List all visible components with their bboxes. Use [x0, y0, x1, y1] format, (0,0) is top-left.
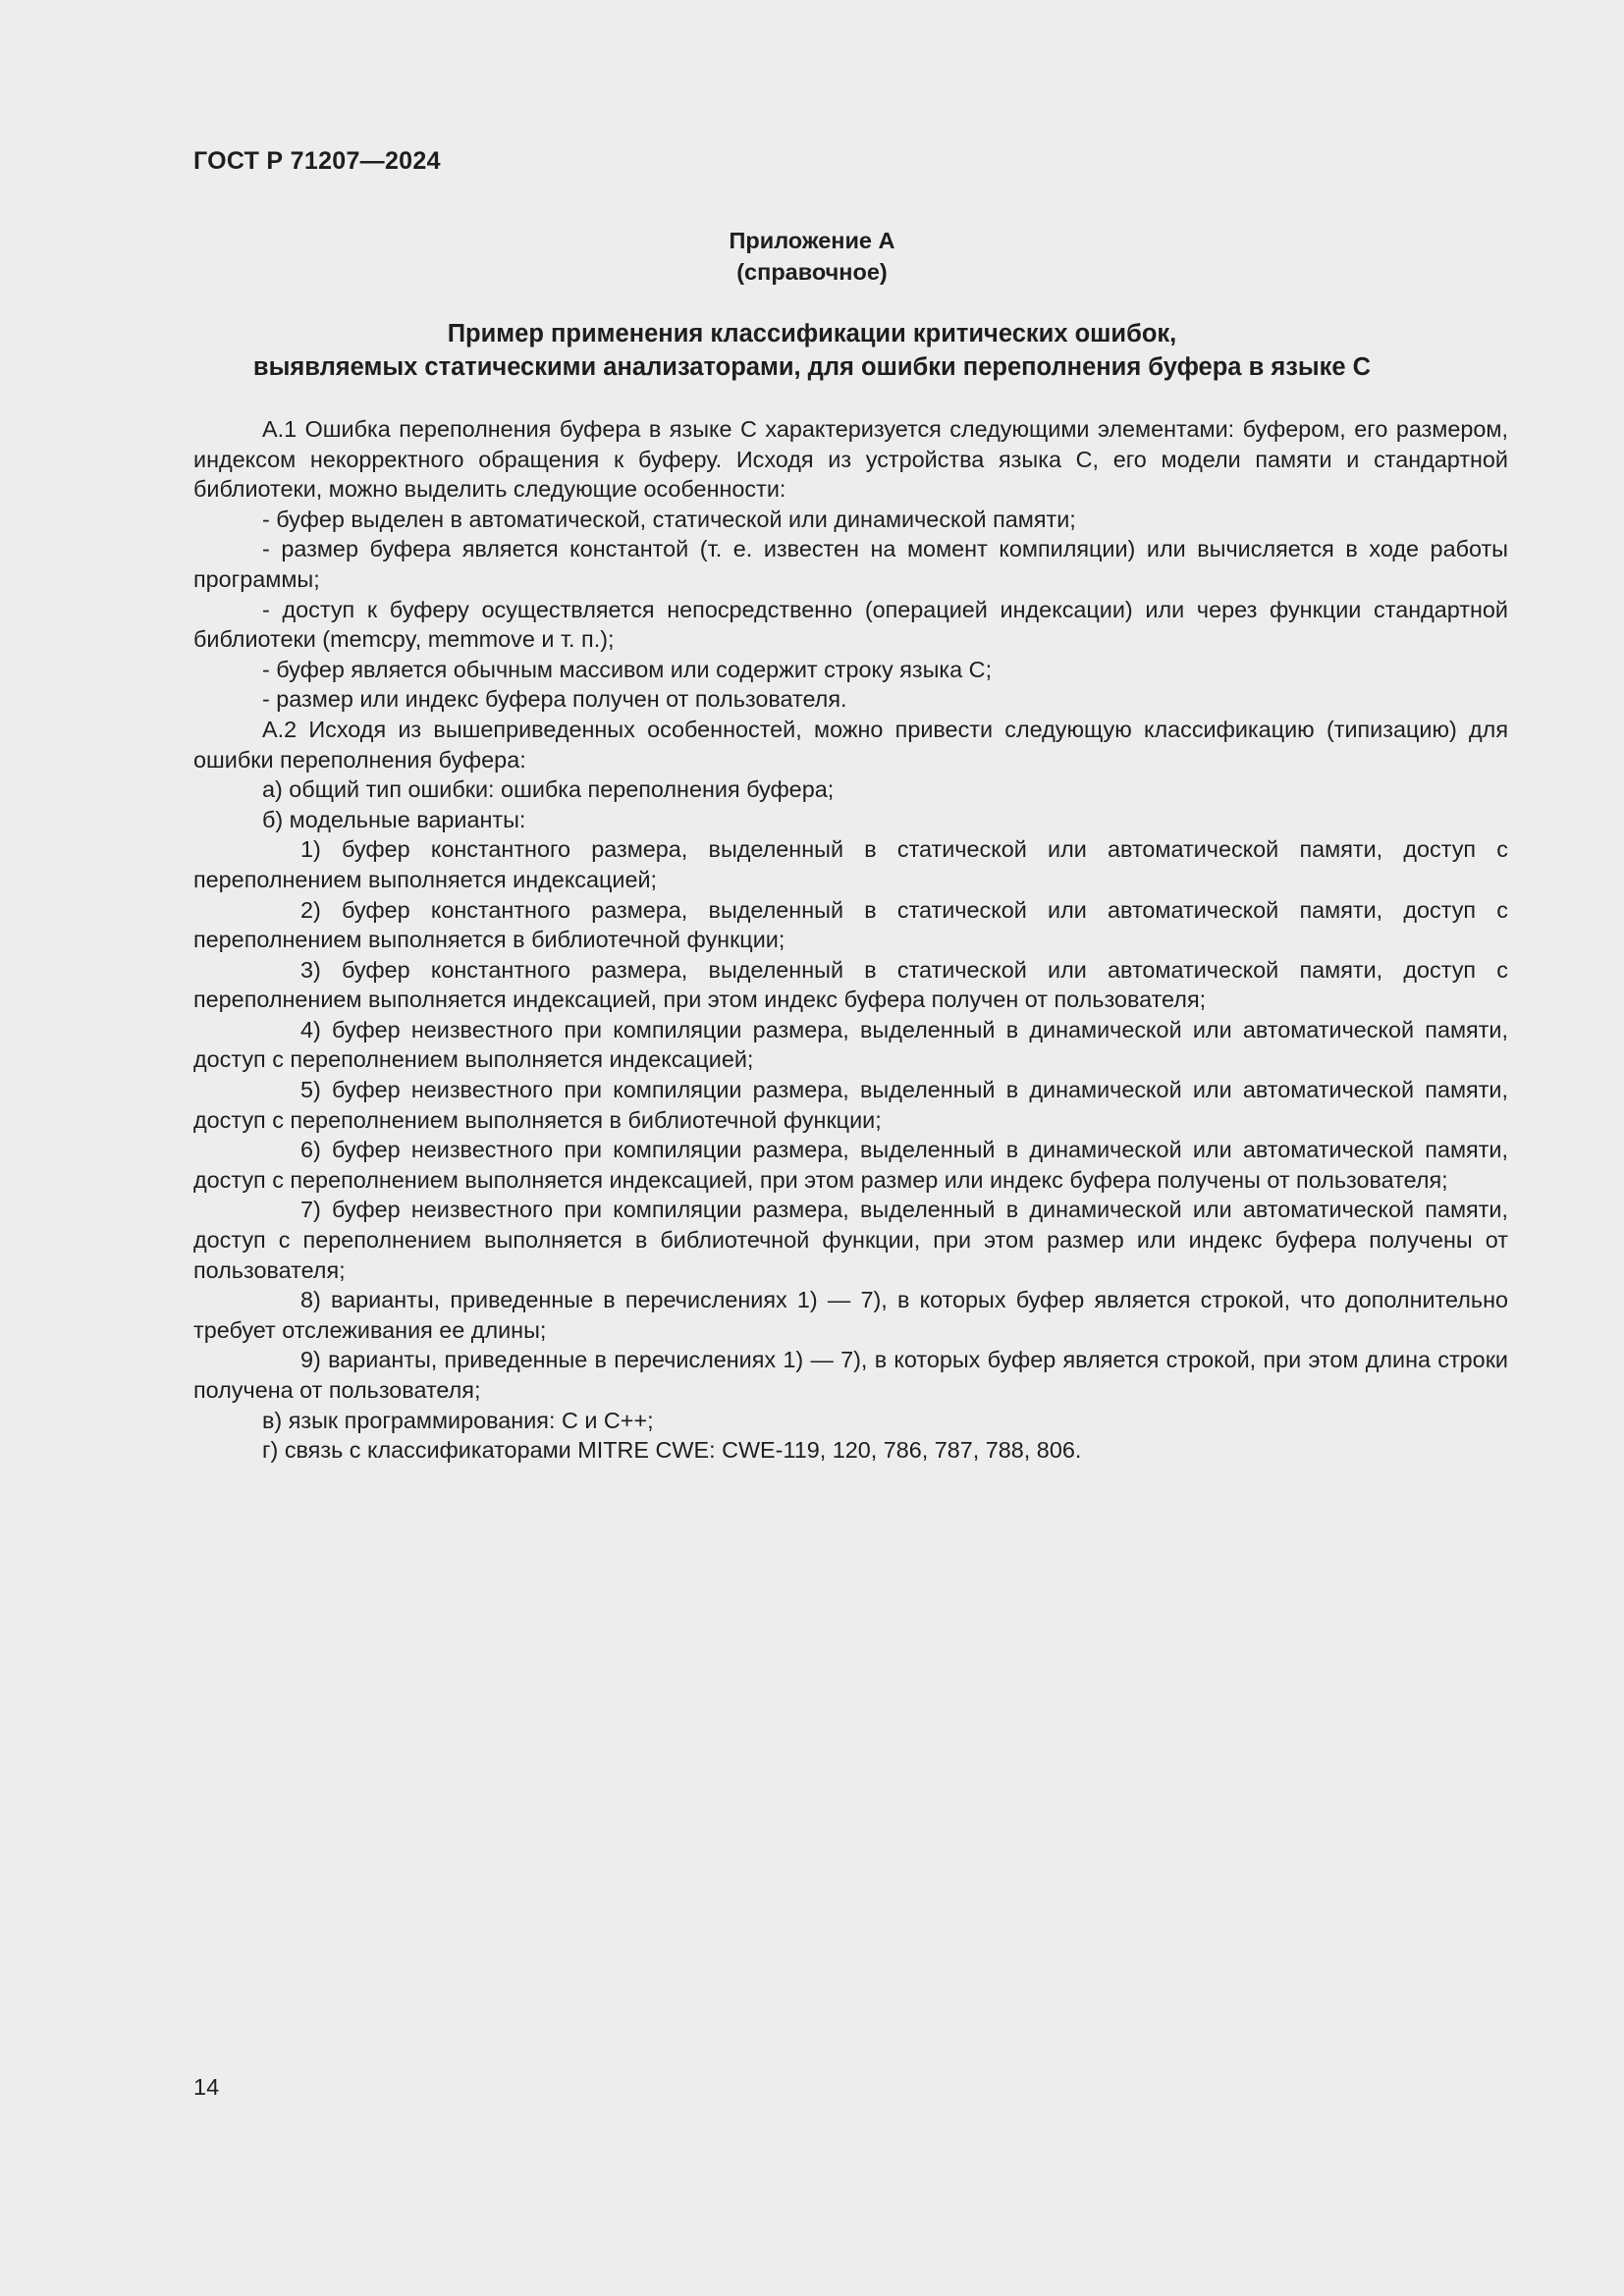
list-item-letter: б) модельные варианты: — [262, 806, 526, 832]
list-item-letter: а) общий тип ошибки: ошибка переполнения буфера; — [262, 776, 835, 803]
document-header: ГОСТ Р 71207—2024 — [193, 147, 441, 175]
appendix-type: (справочное) — [736, 259, 888, 285]
list-item-numbered: 3) буфер константного размера, выделенный в статической или автоматической памяти, доступ с переполнением выполняется индексацией, при этом индекс буфера получен от пользователя; — [193, 956, 1508, 1013]
list-item-numbered: 2) буфер константного размера, выделенный в статической или автоматической памяти, доступ с переполнением выполняется в библиотечной функции; — [193, 896, 1508, 953]
paragraph-a1: А.1 Ошибка переполнения буфера в языке С характеризуется следующими элементами: буфером, его размером, индексом некорректного обращения к буферу. Исходя из устройства языка С, его модели памяти и стандартной библиотеки, можно выделить следующие особенности: — [193, 416, 1508, 503]
list-item-numbered: 7) буфер неизвестного при компиляции размера, выделенный в динамической или автоматической памяти, доступ с переполнением выполняется в библиотечной функции, при этом размер или индекс буфера получены от пользователя; — [193, 1197, 1508, 1283]
appendix-label: Приложение А — [729, 228, 895, 253]
appendix-heading — [0, 225, 1624, 288]
list-item-numbered: 5) буфер неизвестного при компиляции размера, выделенный в динамической или автоматической памяти, доступ с переполнением выполняется в библиотечной функции; — [193, 1077, 1508, 1133]
appendix-title — [0, 317, 1624, 384]
title-line-1: Пример применения классификации критических ошибок, — [447, 320, 1177, 347]
list-item-numbered: 6) буфер неизвестного при компиляции размера, выделенный в динамической или автоматической памяти, доступ с переполнением выполняется индексацией, при этом размер или индекс буфера получены от пользователя; — [193, 1137, 1508, 1193]
list-item-dash: - размер буфера является константой (т. е. известен на момент компиляции) или вычисляется в ходе работы программы; — [193, 536, 1508, 592]
body-text — [193, 414, 1508, 1466]
list-item-letter: в) язык программирования: С и С++; — [262, 1407, 654, 1433]
list-item-dash: - буфер выделен в автоматической, статической или динамической памяти; — [262, 506, 1076, 532]
list-item-numbered: 8) варианты, приведенные в перечислениях 1) — 7), в которых буфер является строкой, что дополнительно требует отслеживания ее длины; — [193, 1287, 1508, 1343]
title-line-2: выявляемых статическими анализаторами, для ошибки переполнения буфера в языке С — [252, 353, 1372, 381]
list-item-dash: - буфер является обычным массивом или содержит строку языка С; — [262, 656, 993, 682]
list-item-numbered: 1) буфер константного размера, выделенный в статической или автоматической памяти, доступ с переполнением выполняется индексацией; — [193, 836, 1508, 892]
list-item-numbered: 9) варианты, приведенные в перечислениях 1) — 7), в которых буфер является строкой, при этом длина строки получена от пользователя; — [193, 1347, 1508, 1403]
page-number: 14 — [193, 2074, 220, 2100]
list-item-numbered: 4) буфер неизвестного при компиляции размера, выделенный в динамической или автоматической памяти, доступ с переполнением выполняется индексацией; — [193, 1016, 1508, 1073]
list-item-dash: - доступ к буферу осуществляется непосредственно (операцией индексации) или через функции стандартной библиотеки (memcpy, memmove и т. п.); — [193, 596, 1508, 653]
paragraph-a2: А.2 Исходя из вышеприведенных особенностей, можно привести следующую классификацию (типизацию) для ошибки переполнения буфера: — [193, 716, 1508, 773]
list-item-letter: г) связь с классификаторами MITRE CWE: CWE-119, 120, 786, 787, 788, 806. — [262, 1437, 1082, 1464]
list-item-dash: - размер или индекс буфера получен от пользователя. — [262, 686, 847, 713]
